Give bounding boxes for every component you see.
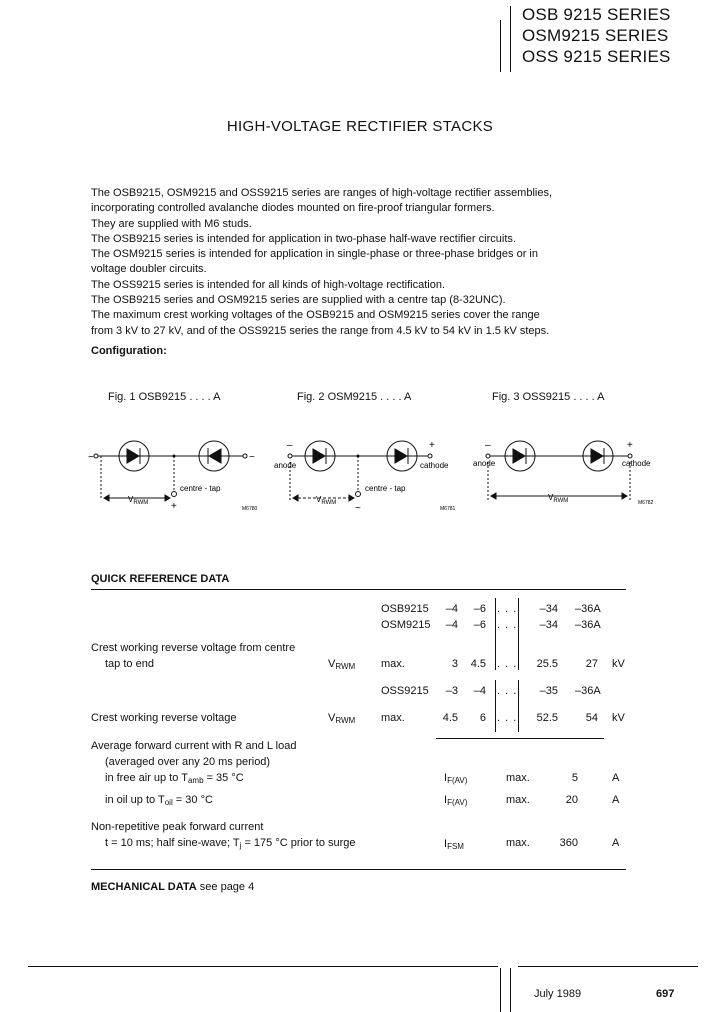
fig2-plus: +	[429, 440, 435, 451]
fig3-vrwm: $V_{RWM}$	[548, 493, 569, 504]
qrd-crest-centre-label-2: tap to end	[105, 658, 154, 670]
qrd-surge-label-2: t = 10 ms; half sine-wave; $T_j = 175$ °C prior to surge	[105, 837, 356, 850]
qrd-oss-v2: –4	[473, 685, 486, 697]
qrd-crest-dots: . . .	[497, 712, 518, 724]
qrd-osm-type: OSM9215	[381, 619, 431, 631]
intro-line: from 3 kV to 27 kV, and of the OSS9215 series the range from 4.5 kV to 54 kV in 1.5 kV steps.	[91, 324, 550, 337]
qrd-osm-v2: –6	[473, 619, 486, 631]
qrd-oss-v4: –36A	[575, 685, 601, 697]
qrd-osb-v1: –4	[445, 603, 458, 615]
header-rule-2	[510, 6, 511, 72]
qrd-crest-v2: 6	[479, 712, 486, 724]
fig2-label: Fig. 2 OSM9215 . . . . A	[297, 391, 412, 403]
footer-rule	[28, 966, 498, 967]
fig1-tilde-left: ~	[88, 452, 94, 463]
qrd-osm-dots: . . .	[497, 619, 518, 631]
qrd-crest-centre-v1: 3	[451, 658, 458, 670]
intro-line: The maximum crest working voltages of the OSB9215 and OSM9215 series cover the range	[91, 309, 540, 322]
fig1-label: Fig. 1 OSB9215 . . . . A	[108, 391, 221, 403]
fig2-anode: anode	[274, 461, 297, 470]
qrd-crest-unit: kV	[612, 712, 625, 724]
qrd-avg-air-label: in free air up to $T_{amb} = 35$ °C	[105, 772, 244, 785]
qrd-crest-label: Crest working reverse voltage	[91, 712, 237, 724]
footer-page-number: 697	[656, 988, 675, 1000]
fig1-centre-tap: centre - tap	[180, 484, 221, 493]
fig1-plus: +	[171, 501, 177, 512]
fig3-code: M6782	[638, 500, 654, 506]
qrd-crest-centre-v3: 25.5	[536, 658, 558, 670]
qrd-avg-oil-value: 20	[565, 794, 578, 806]
fig3-label: Fig. 3 OSS9215 . . . . A	[492, 391, 605, 403]
mechanical-data: MECHANICAL DATA see page 4	[91, 881, 255, 893]
qrd-avg-air-unit: A	[612, 772, 620, 784]
qrd-avg-label-1: Average forward current with R and L load	[91, 740, 297, 752]
intro-line: The OSM9215 series is intended for application in single-phase or three-phase bridges or in	[91, 248, 538, 261]
fig2-centre-tap: centre - tap	[365, 484, 406, 493]
qrd-osm-v1: –4	[445, 619, 458, 631]
page-title: HIGH-VOLTAGE RECTIFIER STACKS	[226, 118, 494, 135]
intro-line: The OSB9215 series is intended for application in two-phase half-wave rectifier circuits.	[91, 232, 516, 245]
qrd-crest-v1: 4.5	[442, 712, 458, 724]
qrd-surge-label-1: Non-repetitive peak forward current	[91, 821, 264, 833]
fig1-diagram	[88, 428, 268, 518]
qrd-oss-dots: . . .	[497, 685, 518, 697]
footer-rule-right	[518, 966, 698, 967]
qrd-bottom-rule	[91, 869, 626, 870]
fig2-code: M6781	[440, 506, 456, 512]
qrd-osb-v3: –34	[539, 603, 558, 615]
intro-line: The OSB9215 series and OSM9215 series are supplied with a centre tap (8-32UNC).	[91, 294, 506, 307]
qrd-osb-v2: –6	[473, 603, 486, 615]
qrd-avg-label-2: (averaged over any 20 ms period)	[105, 756, 271, 768]
qrd-col-rule	[495, 598, 496, 670]
qrd-col-rule	[518, 598, 519, 670]
qrd-surge-unit: A	[612, 837, 620, 849]
footer-date: July 1989	[534, 988, 582, 1000]
qrd-crest-centre-label-1: Crest working reverse voltage from centre	[91, 642, 296, 654]
qrd-surge-value: 360	[559, 837, 578, 849]
fig2-minus: –	[287, 440, 293, 451]
qrd-osm-v4: –36A	[575, 619, 601, 631]
qrd-osb-dots: . . .	[497, 603, 518, 615]
fig3-diagram	[470, 428, 670, 518]
fig1-tilde-right: ~	[249, 452, 255, 463]
series-header	[522, 4, 671, 67]
intro-line: The OSS9215 series is intended for all kinds of high-voltage rectification.	[91, 278, 446, 291]
series-oss: OSS 9215 SERIES	[522, 47, 671, 66]
qrd-sub-rule	[436, 738, 604, 739]
qrd-col-rule	[495, 680, 496, 732]
intro-line: incorporating controlled avalanche diodes mounted on fire-proof triangular formers.	[91, 202, 495, 215]
qrd-crest-centre-v4: 27	[585, 658, 598, 670]
qrd-crest-centre-unit: kV	[612, 658, 625, 670]
qrd-rule	[91, 589, 626, 590]
footer-vrule-1	[500, 968, 501, 1012]
qrd-avg-oil-max: max.	[506, 794, 530, 806]
qrd-osb-v4: –36A	[575, 603, 601, 615]
qrd-osb-type: OSB9215	[381, 603, 429, 615]
fig1-code: M6780	[242, 506, 258, 512]
fig3-anode: anode	[473, 459, 496, 468]
fig3-minus: –	[485, 440, 491, 451]
qrd-crest-centre-v2: 4.5	[470, 658, 486, 670]
series-osm: OSM9215 SERIES	[522, 26, 669, 45]
qrd-avg-oil-symbol: $I_{F(AV)}$	[444, 794, 468, 807]
fig1-vrwm: $V_{RWM}$	[128, 495, 149, 506]
qrd-avg-air-max: max.	[506, 772, 530, 784]
qrd-avg-oil-unit: A	[612, 794, 620, 806]
footer-vrule-2	[510, 968, 511, 1012]
qrd-surge-max: max.	[506, 837, 530, 849]
fig2-tilde: ~	[355, 503, 361, 514]
qrd-heading: QUICK REFERENCE DATA	[91, 573, 230, 585]
fig2-vrwm: $V_{RWM}$	[316, 495, 337, 506]
intro-line: They are supplied with M6 studs.	[91, 217, 252, 230]
qrd-osm-v3: –34	[539, 619, 558, 631]
qrd-oss-v3: –35	[539, 685, 558, 697]
qrd-avg-oil-label: in oil up to $T_{oil} = 30$ °C	[105, 794, 213, 807]
qrd-oss-v1: –3	[445, 685, 458, 697]
intro-line: The OSB9215, OSM9215 and OSS9215 series are ranges of high-voltage rectifier assemblies,	[91, 187, 553, 199]
qrd-oss-type: OSS9215	[381, 685, 429, 697]
qrd-crest-centre-symbol: $V_{RWM}$	[328, 658, 356, 671]
fig2-diagram	[270, 428, 470, 518]
intro-line: voltage doubler circuits.	[91, 263, 207, 276]
qrd-col-rule	[518, 680, 519, 732]
fig3-plus: +	[627, 440, 633, 451]
qrd-crest-centre-dots: . . .	[497, 658, 518, 670]
qrd-crest-symbol: $V_{RWM}$	[328, 712, 356, 725]
qrd-crest-v4: 54	[585, 712, 598, 724]
qrd-surge-symbol: $I_{FSM}$	[444, 838, 464, 851]
qrd-crest-max: max.	[381, 712, 405, 724]
qrd-crest-v3: 52.5	[536, 712, 558, 724]
qrd-avg-air-symbol: $I_{F(AV)}$	[444, 772, 468, 785]
fig2-cathode: cathode	[420, 461, 449, 470]
intro-text	[91, 186, 651, 339]
qrd-crest-centre-max: max.	[381, 658, 405, 670]
series-osb: OSB 9215 SERIES	[522, 5, 671, 24]
qrd-avg-air-value: 5	[571, 772, 578, 784]
header-rule-1	[500, 20, 501, 72]
configuration-label: Configuration:	[91, 345, 167, 357]
fig3-cathode: cathode	[622, 459, 651, 468]
